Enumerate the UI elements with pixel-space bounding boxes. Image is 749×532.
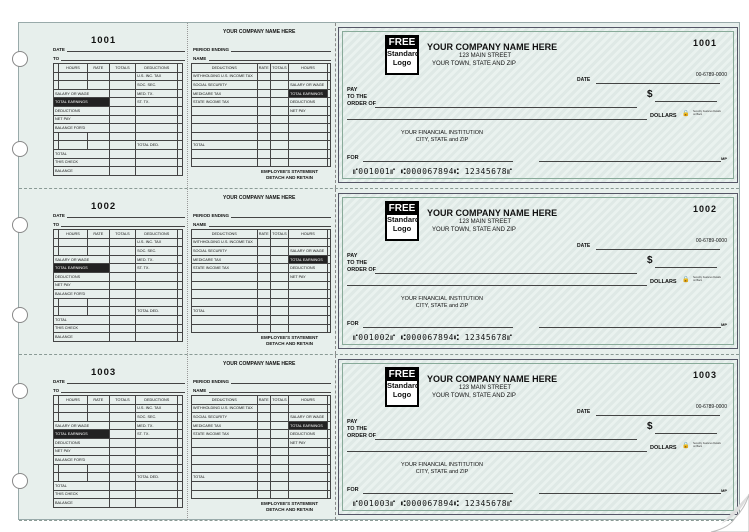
dollars-label: DOLLARS xyxy=(650,445,677,451)
check-number: 1002 xyxy=(692,204,717,214)
date-line xyxy=(67,51,185,52)
check-date-line xyxy=(596,249,720,250)
memo-line xyxy=(363,327,513,328)
company-address: 123 MAIN STREET xyxy=(459,385,512,391)
logo-free: FREE xyxy=(388,369,416,380)
amount-words-line xyxy=(347,285,647,286)
logo-standard: Standard xyxy=(387,49,420,58)
company-address: 123 MAIN STREET xyxy=(459,53,512,59)
period-line xyxy=(231,383,331,384)
to-label: TO xyxy=(53,56,60,61)
name-line xyxy=(209,226,331,227)
bank-info: YOUR FINANCIAL INSTITUTION CITY, STATE and ZIP xyxy=(401,462,483,475)
earnings-table: HOURS RATE TOTALS DEDUCTIONS U.S. INC. TAX SOC. SEC. SALARY OR WAGE MED. TX. TOTAL EARNINGS ST. TX. DEDUCTIONS NET PAY BALANCE FOR'D TOTAL DED. TOTAL THIS CHECK BALANCE xyxy=(53,63,183,176)
logo-standard: Standard xyxy=(387,381,420,390)
memo-label: FOR xyxy=(347,321,359,327)
name-label: NAME xyxy=(193,56,207,61)
signature-line xyxy=(539,493,721,494)
date-line xyxy=(67,383,185,384)
check-number: 1001 xyxy=(692,38,717,48)
period-ending-label: PERIOD ENDING xyxy=(193,379,230,384)
employee-statement: EMPLOYEE'S STATEMENT DETACH AND RETAIN xyxy=(261,501,319,512)
earnings-stub xyxy=(19,189,188,354)
check-date-label: DATE xyxy=(577,409,591,415)
period-ending-label: PERIOD ENDING xyxy=(193,47,230,52)
routing-number: 00-6789-0000 xyxy=(695,238,727,244)
company-city: YOUR TOWN, STATE AND ZIP xyxy=(432,227,516,233)
padlock-icon: 🔒 xyxy=(682,277,690,283)
date-label: DATE xyxy=(53,47,65,52)
amount-line xyxy=(655,433,717,434)
amount-line xyxy=(655,267,717,268)
dollar-sign: $ xyxy=(647,421,653,432)
logo xyxy=(385,367,419,407)
deductions-stub xyxy=(187,23,336,188)
employee-statement: EMPLOYEE'S STATEMENT DETACH AND RETAIN xyxy=(261,335,319,346)
name-label: NAME xyxy=(193,388,207,393)
check xyxy=(338,359,738,515)
dollars-label: DOLLARS xyxy=(650,113,677,119)
to-label: TO xyxy=(53,222,60,227)
deductions-table: DEDUCTIONS RATE TOTALS HOURS WITHHOLDING U.S. INCOME TAX SOCIAL SECURITY SALARY OR WAGE MEDICARE TAX TOTAL EARNINGS STATE INCOME TAX DEDUCTIONS NET PAY TOTAL xyxy=(191,229,331,333)
period-ending-label: PERIOD ENDING xyxy=(193,213,230,218)
logo xyxy=(385,201,419,241)
stub-company-name: YOUR COMPANY NAME HERE xyxy=(223,29,296,35)
mp-label: MP xyxy=(721,488,727,493)
signature-line xyxy=(539,327,721,328)
logo-free: FREE xyxy=(388,203,416,214)
earnings-stub xyxy=(19,23,188,188)
stub-company-name: YOUR COMPANY NAME HERE xyxy=(223,361,296,367)
check-number: 1003 xyxy=(692,370,717,380)
deductions-stub xyxy=(187,355,336,520)
period-line xyxy=(231,51,331,52)
check-date-line xyxy=(596,415,720,416)
period-line xyxy=(231,217,331,218)
bank-info: YOUR FINANCIAL INSTITUTION CITY, STATE and ZIP xyxy=(401,296,483,309)
company-name: YOUR COMPANY NAME HERE xyxy=(427,208,558,218)
check-row xyxy=(19,23,739,189)
logo-logo: Logo xyxy=(392,58,412,67)
date-label: DATE xyxy=(53,379,65,384)
check xyxy=(338,193,738,349)
company-address: 123 MAIN STREET xyxy=(459,219,512,225)
amount-words-line xyxy=(347,451,647,452)
pay-to-order: PAY TO THE ORDER OF xyxy=(347,253,377,273)
deductions-table: DEDUCTIONS RATE TOTALS HOURS WITHHOLDING U.S. INCOME TAX SOCIAL SECURITY SALARY OR WAGE MEDICARE TAX TOTAL EARNINGS STATE INCOME TAX DEDUCTIONS NET PAY TOTAL xyxy=(191,63,331,167)
routing-number: 00-6789-0000 xyxy=(695,72,727,78)
mp-label: MP xyxy=(721,156,727,161)
bank-info: YOUR FINANCIAL INSTITUTION CITY, STATE and ZIP xyxy=(401,130,483,143)
security-note: Security Features Details on Back xyxy=(693,110,721,116)
micr-line: ⑈001001⑈ ⑆000067894⑆ 12345678⑈ xyxy=(353,167,513,176)
earnings-table: HOURS RATE TOTALS DEDUCTIONS U.S. INC. TAX SOC. SEC. SALARY OR WAGE MED. TX. TOTAL EARNINGS ST. TX. DEDUCTIONS NET PAY BALANCE FOR'D TOTAL DED. TOTAL THIS CHECK BALANCE xyxy=(53,229,183,342)
check-sheet xyxy=(18,22,740,520)
memo-label: FOR xyxy=(347,155,359,161)
date-label: DATE xyxy=(53,213,65,218)
date-line xyxy=(67,217,185,218)
to-line xyxy=(61,60,185,61)
name-label: NAME xyxy=(193,222,207,227)
name-line xyxy=(209,392,331,393)
routing-number: 00-6789-0000 xyxy=(695,404,727,410)
check xyxy=(338,27,738,183)
memo-label: FOR xyxy=(347,487,359,493)
to-line xyxy=(61,392,185,393)
signature-line xyxy=(539,161,721,162)
earnings-stub xyxy=(19,355,188,520)
amount-words-line xyxy=(347,119,647,120)
check-date-line xyxy=(596,83,720,84)
logo-logo: Logo xyxy=(392,390,412,399)
memo-line xyxy=(363,161,513,162)
micr-line: ⑈001002⑈ ⑆000067894⑆ 12345678⑈ xyxy=(353,333,513,342)
padlock-icon: 🔒 xyxy=(682,443,690,449)
dollar-sign: $ xyxy=(647,89,653,100)
memo-line xyxy=(363,493,513,494)
pay-to-order: PAY TO THE ORDER OF xyxy=(347,87,377,107)
dollar-sign: $ xyxy=(647,255,653,266)
logo-standard: Standard xyxy=(387,215,420,224)
company-city: YOUR TOWN, STATE AND ZIP xyxy=(432,393,516,399)
stub-company-name: YOUR COMPANY NAME HERE xyxy=(223,195,296,201)
amount-line xyxy=(655,101,717,102)
dollars-label: DOLLARS xyxy=(650,279,677,285)
earnings-table: HOURS RATE TOTALS DEDUCTIONS U.S. INC. TAX SOC. SEC. SALARY OR WAGE MED. TX. TOTAL EARNINGS ST. TX. DEDUCTIONS NET PAY BALANCE FOR'D TOTAL DED. TOTAL THIS CHECK BALANCE xyxy=(53,395,183,508)
stub-check-number: 1002 xyxy=(91,201,117,212)
page-curl xyxy=(701,484,749,532)
payee-line xyxy=(375,439,637,440)
pay-to-order: PAY TO THE ORDER OF xyxy=(347,419,377,439)
deductions-table: DEDUCTIONS RATE TOTALS HOURS WITHHOLDING U.S. INCOME TAX SOCIAL SECURITY SALARY OR WAGE MEDICARE TAX TOTAL EARNINGS STATE INCOME TAX DEDUCTIONS NET PAY TOTAL xyxy=(191,395,331,499)
company-city: YOUR TOWN, STATE AND ZIP xyxy=(432,61,516,67)
security-note: Security Features Details on Back xyxy=(693,276,721,282)
padlock-icon: 🔒 xyxy=(682,111,690,117)
company-name: YOUR COMPANY NAME HERE xyxy=(427,374,558,384)
to-line xyxy=(61,226,185,227)
check-row xyxy=(19,189,739,355)
check-date-label: DATE xyxy=(577,243,591,249)
security-note: Security Features Details on Back xyxy=(693,442,721,448)
to-label: TO xyxy=(53,388,60,393)
logo xyxy=(385,35,419,75)
payee-line xyxy=(375,273,637,274)
employee-statement: EMPLOYEE'S STATEMENT DETACH AND RETAIN xyxy=(261,169,319,180)
check-date-label: DATE xyxy=(577,77,591,83)
stub-check-number: 1001 xyxy=(91,35,117,46)
deductions-stub xyxy=(187,189,336,354)
logo-free: FREE xyxy=(388,37,416,48)
micr-line: ⑈001003⑈ ⑆000067894⑆ 12345678⑈ xyxy=(353,499,513,508)
stub-check-number: 1003 xyxy=(91,367,117,378)
name-line xyxy=(209,60,331,61)
check-row xyxy=(19,355,739,521)
logo-logo: Logo xyxy=(392,224,412,233)
company-name: YOUR COMPANY NAME HERE xyxy=(427,42,558,52)
payee-line xyxy=(375,107,637,108)
mp-label: MP xyxy=(721,322,727,327)
